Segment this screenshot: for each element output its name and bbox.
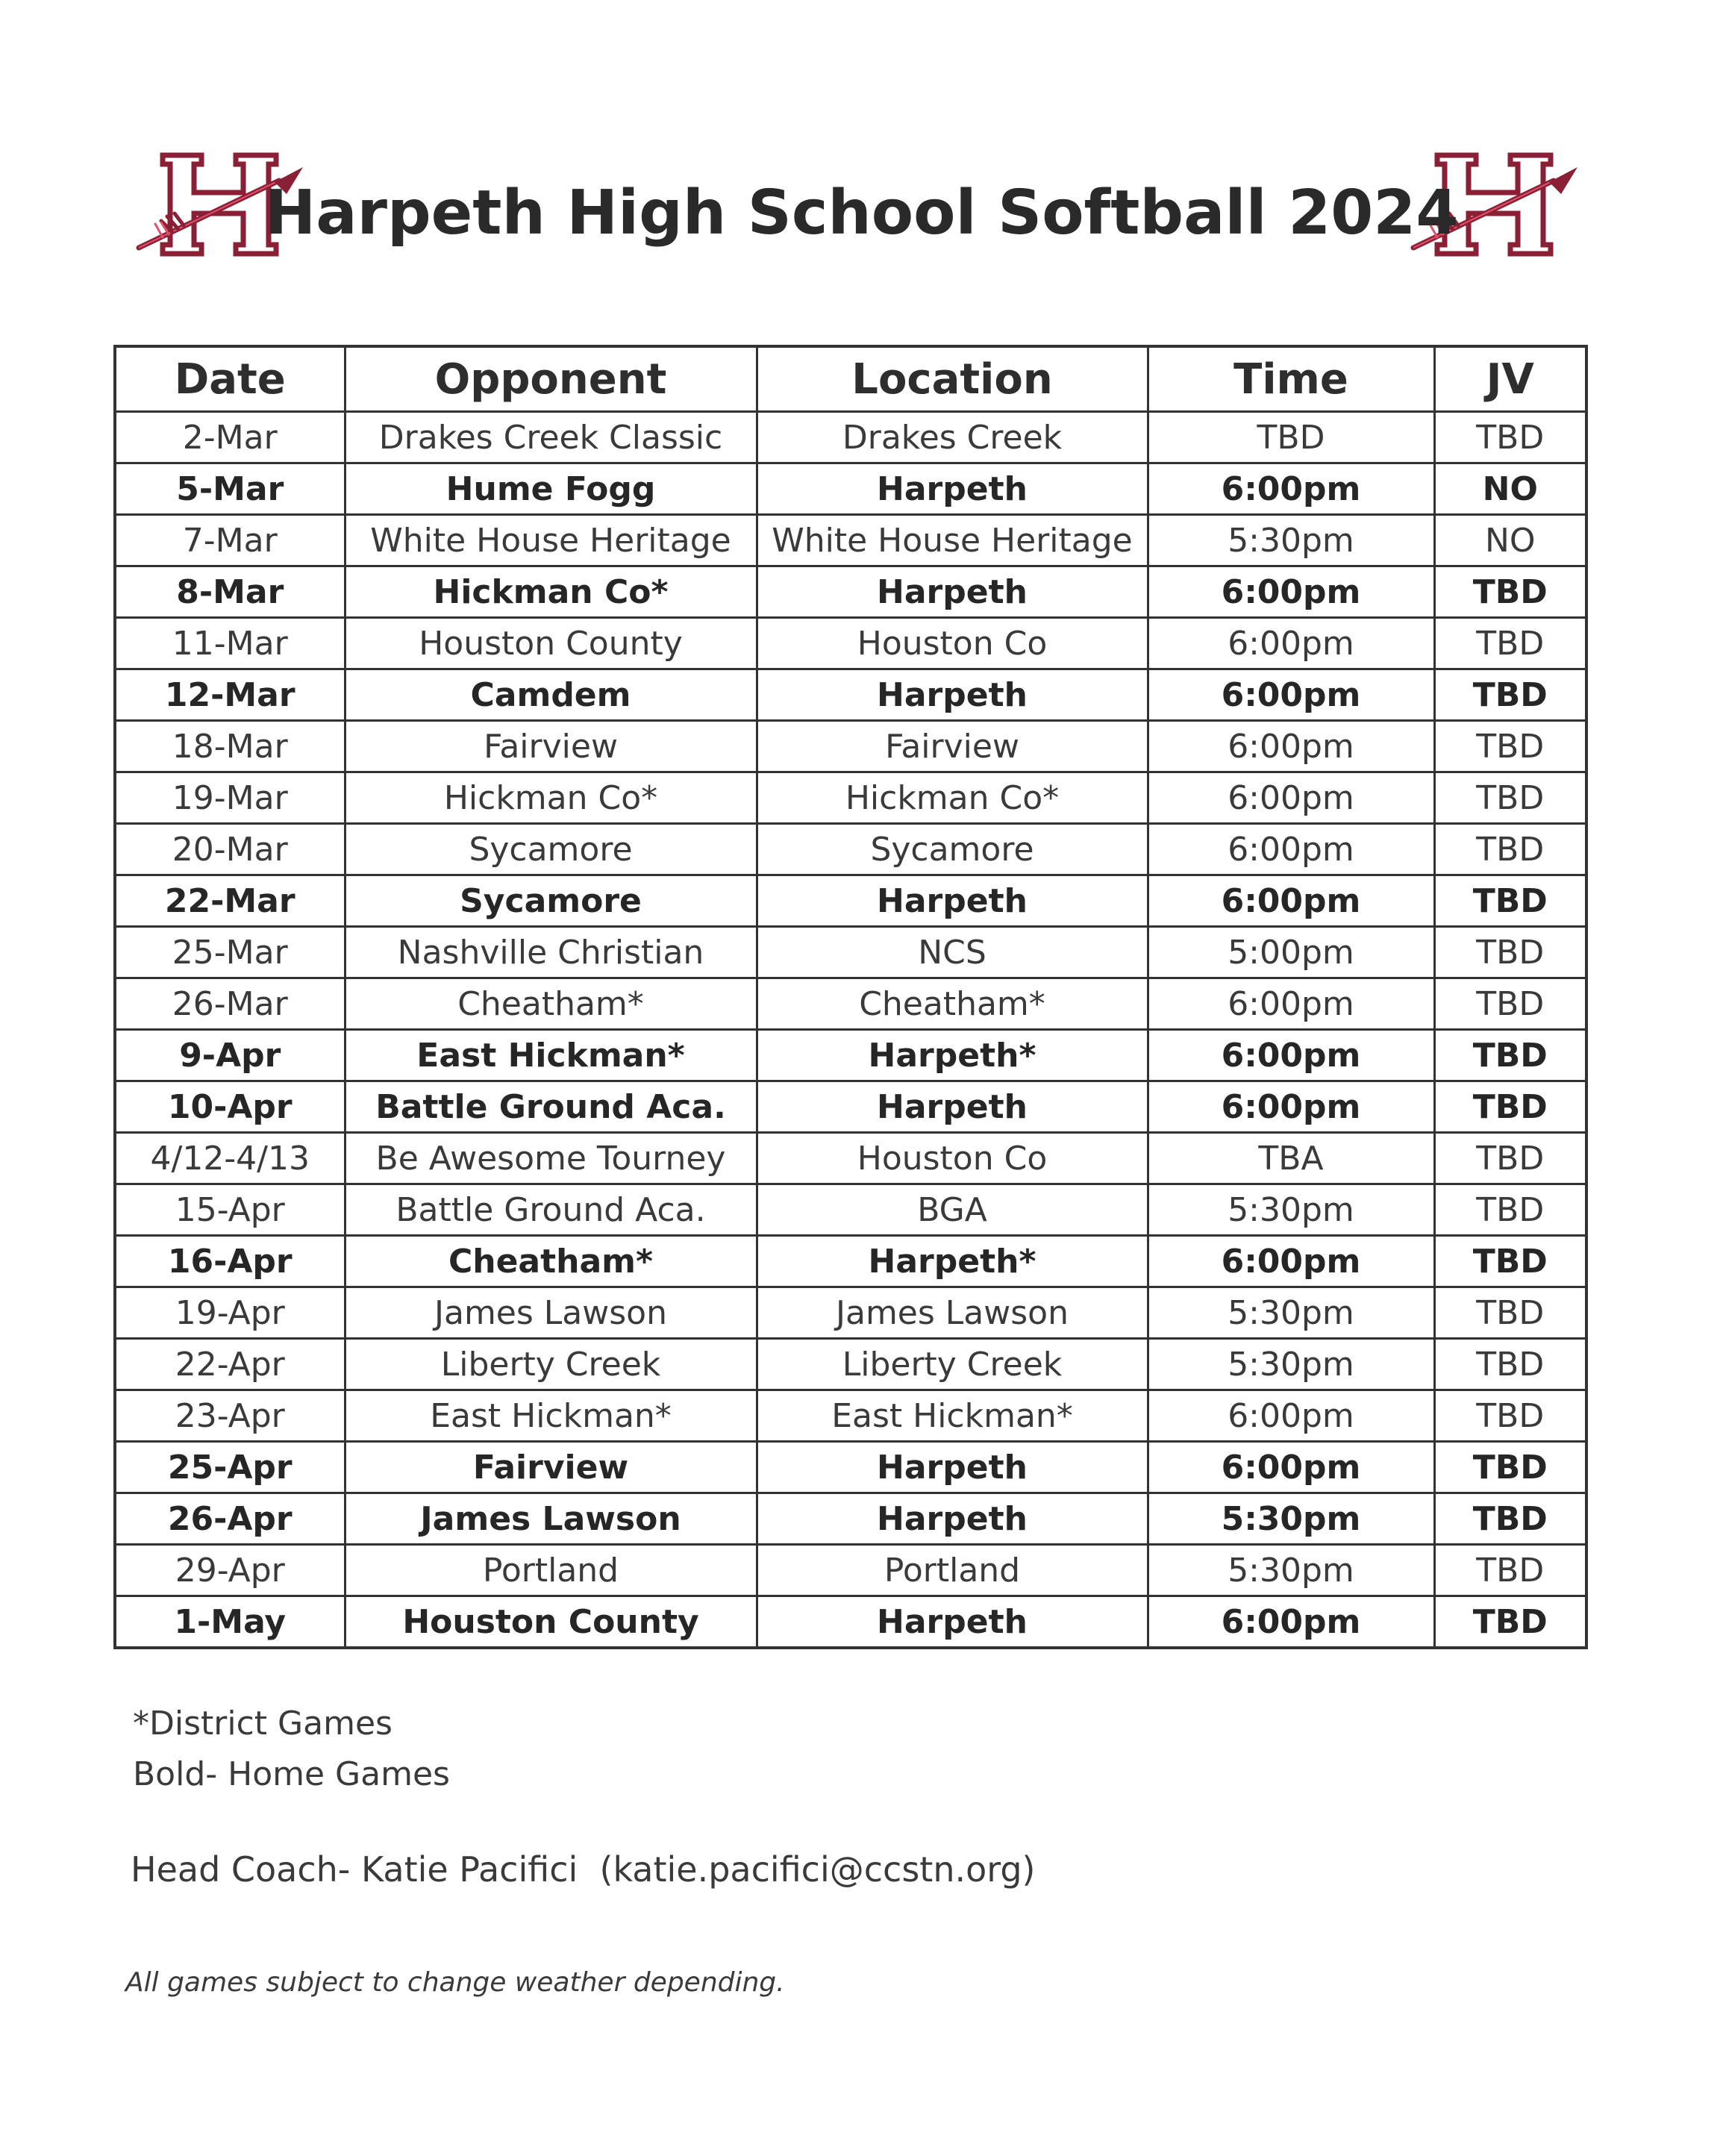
cell-date: 22-Apr (115, 1339, 345, 1390)
cell-time: 6:00pm (1148, 1596, 1434, 1649)
table-row (115, 927, 1586, 978)
weather-disclaimer: All games subject to change weather depending. (125, 1967, 785, 1998)
cell-time: 6:00pm (1148, 875, 1434, 927)
cell-opponent: Nashville Christian (345, 927, 757, 978)
cell-jv: TBD (1434, 721, 1586, 772)
cell-time: 6:00pm (1148, 1081, 1434, 1133)
cell-location: Harpeth* (757, 1236, 1148, 1287)
cell-location: NCS (757, 927, 1148, 978)
cell-location: Liberty Creek (757, 1339, 1148, 1390)
table-header-row (115, 346, 1586, 412)
cell-date: 10-Apr (115, 1081, 345, 1133)
cell-location: Cheatham* (757, 978, 1148, 1030)
cell-location: Harpeth (757, 1442, 1148, 1493)
cell-time: 6:00pm (1148, 566, 1434, 618)
table-row (115, 412, 1586, 463)
cell-opponent: East Hickman* (345, 1030, 757, 1081)
cell-time: 6:00pm (1148, 618, 1434, 669)
cell-date: 18-Mar (115, 721, 345, 772)
cell-opponent: Sycamore (345, 824, 757, 875)
table-row (115, 1081, 1586, 1133)
page-title: Harpeth High School Softball 2024 (264, 178, 1459, 249)
cell-location: Harpeth (757, 1081, 1148, 1133)
cell-opponent: Portland (345, 1545, 757, 1596)
cell-time: 5:30pm (1148, 515, 1434, 566)
cell-opponent: James Lawson (345, 1493, 757, 1545)
cell-time: 5:30pm (1148, 1545, 1434, 1596)
cell-location: Fairview (757, 721, 1148, 772)
table-row (115, 1339, 1586, 1390)
cell-jv: TBD (1434, 927, 1586, 978)
table-row (115, 1596, 1586, 1649)
cell-location: Drakes Creek (757, 412, 1148, 463)
cell-location: BGA (757, 1184, 1148, 1236)
table-row (115, 1390, 1586, 1442)
cell-location: Harpeth (757, 1596, 1148, 1649)
cell-time: 6:00pm (1148, 1390, 1434, 1442)
cell-location: Harpeth (757, 463, 1148, 515)
table-row (115, 618, 1586, 669)
cell-time: 6:00pm (1148, 463, 1434, 515)
cell-date: 16-Apr (115, 1236, 345, 1287)
cell-time: 5:30pm (1148, 1339, 1434, 1390)
cell-location: Portland (757, 1545, 1148, 1596)
cell-jv: NO (1434, 515, 1586, 566)
cell-date: 29-Apr (115, 1545, 345, 1596)
cell-jv: TBD (1434, 978, 1586, 1030)
cell-location: Hickman Co* (757, 772, 1148, 824)
table-row (115, 566, 1586, 618)
cell-opponent: James Lawson (345, 1287, 757, 1339)
cell-time: 6:00pm (1148, 669, 1434, 721)
home-games-note: Bold- Home Games (133, 1755, 450, 1793)
cell-jv: TBD (1434, 1081, 1586, 1133)
cell-time: TBD (1148, 412, 1434, 463)
cell-jv: TBD (1434, 1236, 1586, 1287)
cell-time: 6:00pm (1148, 1442, 1434, 1493)
column-header-time: Time (1148, 346, 1434, 412)
table-row (115, 1030, 1586, 1081)
cell-opponent: Cheatham* (345, 1236, 757, 1287)
cell-location: Harpeth (757, 1493, 1148, 1545)
table-row (115, 978, 1586, 1030)
cell-date: 25-Apr (115, 1442, 345, 1493)
cell-time: 5:30pm (1148, 1184, 1434, 1236)
table-row (115, 515, 1586, 566)
cell-date: 15-Apr (115, 1184, 345, 1236)
cell-opponent: Houston County (345, 1596, 757, 1649)
cell-date: 26-Apr (115, 1493, 345, 1545)
table-row (115, 463, 1586, 515)
cell-opponent: East Hickman* (345, 1390, 757, 1442)
cell-time: 6:00pm (1148, 1236, 1434, 1287)
cell-date: 25-Mar (115, 927, 345, 978)
table-row (115, 1287, 1586, 1339)
cell-jv: TBD (1434, 1596, 1586, 1649)
cell-date: 26-Mar (115, 978, 345, 1030)
cell-date: 8-Mar (115, 566, 345, 618)
cell-date: 23-Apr (115, 1390, 345, 1442)
table-row (115, 721, 1586, 772)
cell-location: Harpeth (757, 669, 1148, 721)
cell-location: White House Heritage (757, 515, 1148, 566)
cell-opponent: Fairview (345, 721, 757, 772)
schedule-table (113, 345, 1588, 1649)
cell-jv: TBD (1434, 824, 1586, 875)
cell-jv: TBD (1434, 1339, 1586, 1390)
district-games-note: *District Games (133, 1705, 393, 1743)
cell-opponent: Be Awesome Tourney (345, 1133, 757, 1184)
cell-opponent: Sycamore (345, 875, 757, 927)
cell-time: 6:00pm (1148, 978, 1434, 1030)
cell-opponent: Hickman Co* (345, 566, 757, 618)
cell-time: 5:00pm (1148, 927, 1434, 978)
table-row (115, 1236, 1586, 1287)
column-header-location: Location (757, 346, 1148, 412)
head-coach-contact: Head Coach- Katie Pacifici (katie.pacifici@ccstn.org) (131, 1849, 1036, 1890)
cell-date: 9-Apr (115, 1030, 345, 1081)
cell-date: 19-Apr (115, 1287, 345, 1339)
cell-opponent: Battle Ground Aca. (345, 1081, 757, 1133)
cell-jv: NO (1434, 463, 1586, 515)
cell-time: 6:00pm (1148, 824, 1434, 875)
cell-date: 11-Mar (115, 618, 345, 669)
cell-location: James Lawson (757, 1287, 1148, 1339)
column-header-date: Date (115, 346, 345, 412)
cell-location: Sycamore (757, 824, 1148, 875)
cell-date: 1-May (115, 1596, 345, 1649)
table-row (115, 1493, 1586, 1545)
cell-jv: TBD (1434, 1390, 1586, 1442)
cell-date: 12-Mar (115, 669, 345, 721)
table-row (115, 1442, 1586, 1493)
cell-opponent: Battle Ground Aca. (345, 1184, 757, 1236)
cell-time: TBA (1148, 1133, 1434, 1184)
schedule-body (115, 412, 1586, 1649)
table-row (115, 875, 1586, 927)
cell-jv: TBD (1434, 1287, 1586, 1339)
cell-jv: TBD (1434, 412, 1586, 463)
table-row (115, 1133, 1586, 1184)
cell-jv: TBD (1434, 1442, 1586, 1493)
cell-jv: TBD (1434, 1030, 1586, 1081)
cell-time: 6:00pm (1148, 1030, 1434, 1081)
cell-time: 6:00pm (1148, 721, 1434, 772)
table-row (115, 1184, 1586, 1236)
cell-opponent: Houston County (345, 618, 757, 669)
cell-opponent: Drakes Creek Classic (345, 412, 757, 463)
legend-notes (133, 1699, 450, 1800)
cell-date: 20-Mar (115, 824, 345, 875)
cell-opponent: Hume Fogg (345, 463, 757, 515)
cell-opponent: Hickman Co* (345, 772, 757, 824)
cell-time: 6:00pm (1148, 772, 1434, 824)
table-row (115, 772, 1586, 824)
cell-date: 5-Mar (115, 463, 345, 515)
cell-jv: TBD (1434, 1545, 1586, 1596)
cell-opponent: Cheatham* (345, 978, 757, 1030)
cell-date: 19-Mar (115, 772, 345, 824)
cell-jv: TBD (1434, 1184, 1586, 1236)
table-row (115, 1545, 1586, 1596)
cell-location: Harpeth* (757, 1030, 1148, 1081)
cell-date: 4/12-4/13 (115, 1133, 345, 1184)
cell-jv: TBD (1434, 875, 1586, 927)
cell-jv: TBD (1434, 669, 1586, 721)
cell-date: 2-Mar (115, 412, 345, 463)
cell-jv: TBD (1434, 1133, 1586, 1184)
cell-date: 7-Mar (115, 515, 345, 566)
cell-jv: TBD (1434, 566, 1586, 618)
cell-location: Harpeth (757, 875, 1148, 927)
cell-location: East Hickman* (757, 1390, 1148, 1442)
column-header-jv: JV (1434, 346, 1586, 412)
cell-date: 22-Mar (115, 875, 345, 927)
cell-opponent: White House Heritage (345, 515, 757, 566)
cell-jv: TBD (1434, 618, 1586, 669)
cell-location: Harpeth (757, 566, 1148, 618)
cell-opponent: Fairview (345, 1442, 757, 1493)
table-row (115, 824, 1586, 875)
cell-jv: TBD (1434, 1493, 1586, 1545)
cell-opponent: Liberty Creek (345, 1339, 757, 1390)
cell-time: 5:30pm (1148, 1493, 1434, 1545)
table-row (115, 669, 1586, 721)
cell-location: Houston Co (757, 1133, 1148, 1184)
column-header-opponent: Opponent (345, 346, 757, 412)
cell-jv: TBD (1434, 772, 1586, 824)
cell-opponent: Camdem (345, 669, 757, 721)
cell-location: Houston Co (757, 618, 1148, 669)
cell-time: 5:30pm (1148, 1287, 1434, 1339)
